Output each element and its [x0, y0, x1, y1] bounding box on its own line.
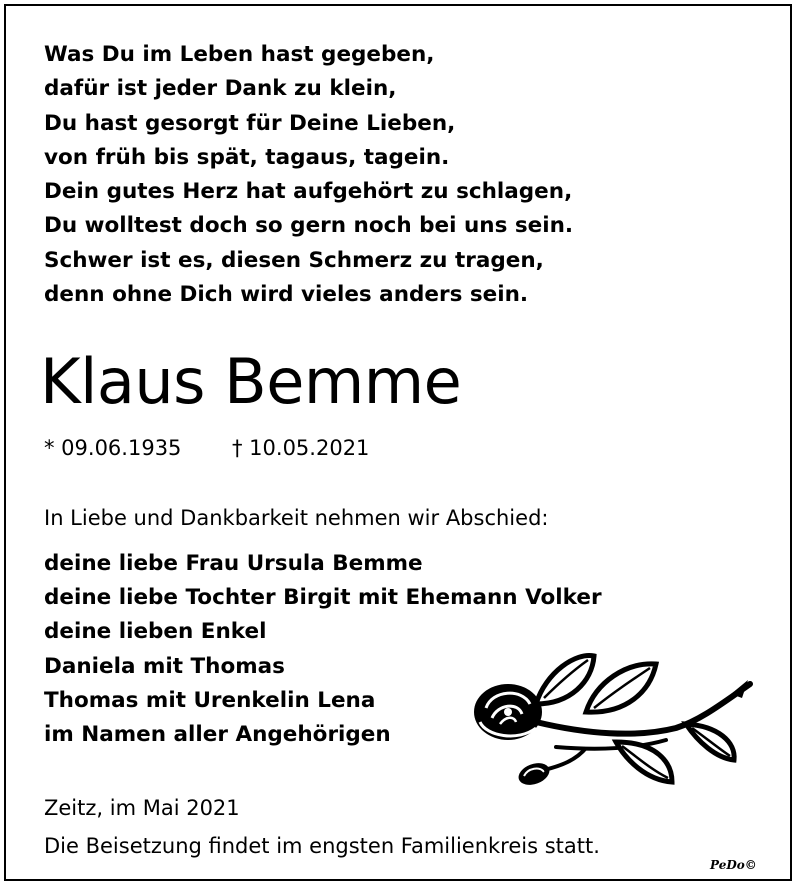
poem-line: Du wolltest doch so gern noch bei uns sein.	[44, 213, 574, 239]
poem-line: denn ohne Dich wird vieles anders sein.	[44, 282, 529, 308]
publisher-logo: PeDo©	[710, 858, 757, 872]
mourner-line: im Namen aller Angehörigen	[44, 722, 391, 748]
rose-icon	[466, 642, 756, 792]
mourner-line: deine lieben Enkel	[44, 619, 267, 645]
poem-line: Was Du im Leben hast gegeben,	[44, 42, 435, 67]
poem-line: dafür ist jeder Dank zu klein,	[44, 76, 397, 102]
burial-note: Die Beisetzung findet im engsten Familienkreis statt.	[44, 834, 600, 858]
poem-line: Du hast gesorgt für Deine Lieben,	[44, 110, 456, 136]
mourner-line: Daniela mit Thomas	[44, 653, 285, 679]
obituary-frame	[4, 4, 792, 881]
deceased-name: Klaus Bemme	[40, 345, 462, 418]
life-dates	[44, 434, 370, 462]
poem	[44, 38, 573, 312]
birth-date: * 09.06.1935	[44, 436, 182, 460]
farewell-intro: In Liebe und Dankbarkeit nehmen wir Abschied:	[44, 506, 549, 530]
mourner-line: deine liebe Tochter Birgit mit Ehemann Volker	[44, 585, 602, 611]
death-date: † 10.05.2021	[232, 436, 370, 460]
poem-line: Dein gutes Herz hat aufgehört zu schlagen,	[44, 179, 573, 205]
mourner-line: deine liebe Frau Ursula Bemme	[44, 551, 423, 576]
place-and-date: Zeitz, im Mai 2021	[44, 796, 240, 820]
poem-line: Schwer ist es, diesen Schmerz zu tragen,	[44, 247, 544, 273]
poem-line: von früh bis spät, tagaus, tagein.	[44, 144, 450, 170]
mourner-line: Thomas mit Urenkelin Lena	[44, 687, 376, 713]
